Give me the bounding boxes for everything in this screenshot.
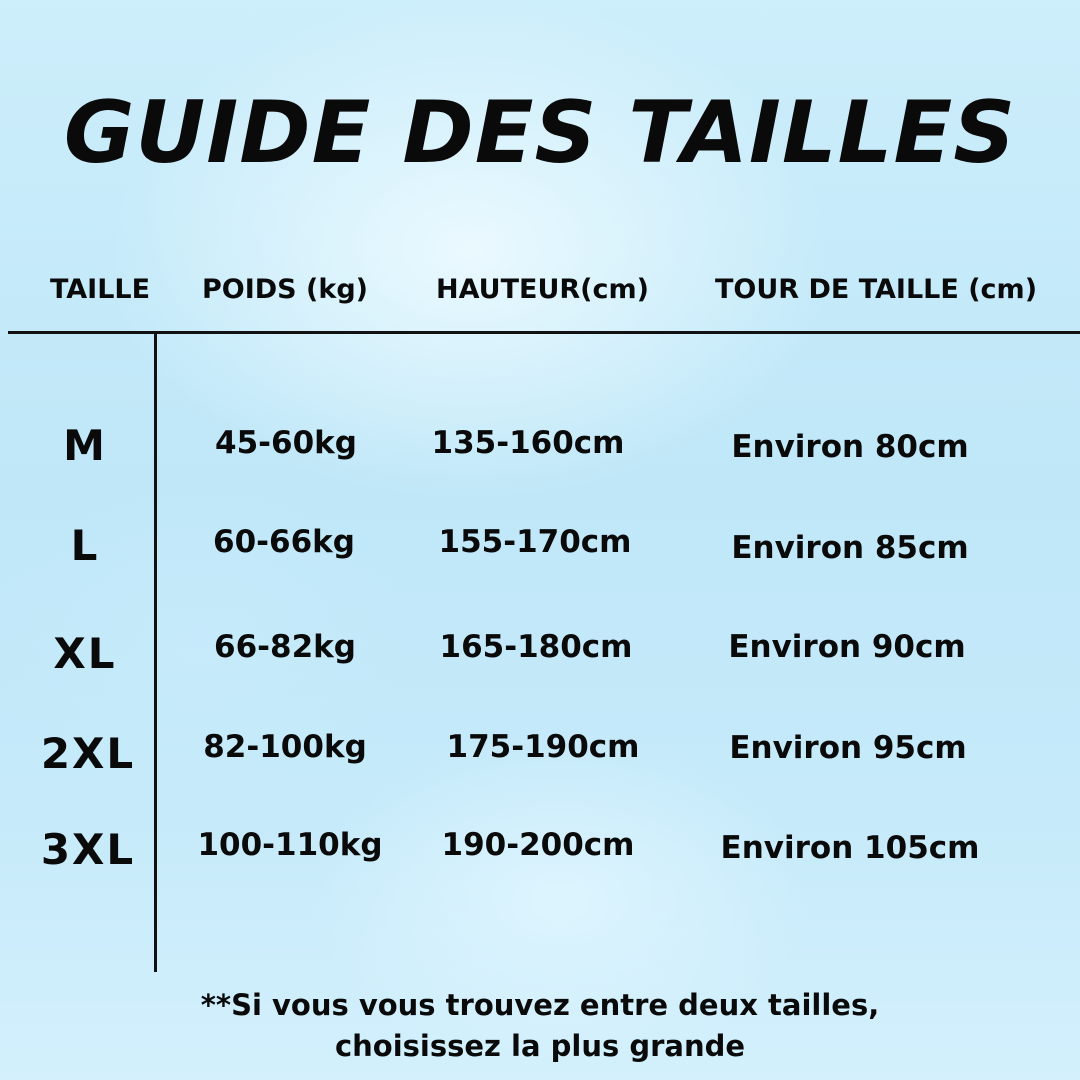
height-cell: 135-160cm — [431, 425, 625, 461]
header-hauteur: HAUTEUR(cm) — [436, 274, 649, 305]
weight-cell: 82-100kg — [203, 729, 367, 765]
waist-cell: Environ 105cm — [720, 830, 980, 866]
header-tour-de-taille: TOUR DE TAILLE (cm) — [714, 274, 1038, 305]
weight-cell: 60-66kg — [213, 524, 355, 560]
weight-cell: 100-110kg — [197, 827, 383, 863]
waist-cell: Environ 85cm — [731, 530, 969, 566]
page-title: GUIDE DES TAILLES — [63, 83, 1017, 183]
footnote-line-1: **Si vous vous trouvez entre deux tailles, — [200, 988, 880, 1022]
waist-cell: Environ 80cm — [731, 429, 969, 465]
size-cell: L — [70, 521, 100, 570]
height-cell: 165-180cm — [439, 629, 633, 665]
weight-cell: 66-82kg — [214, 629, 356, 665]
waist-cell: Environ 90cm — [728, 629, 966, 665]
header-taille: TAILLE — [49, 274, 151, 305]
column-divider — [154, 334, 157, 972]
size-cell: 3XL — [40, 825, 136, 874]
height-cell: 190-200cm — [441, 827, 635, 863]
size-cell: M — [63, 421, 107, 470]
size-cell: XL — [53, 629, 117, 678]
height-cell: 175-190cm — [446, 729, 640, 765]
header-poids: POIDS (kg) — [201, 274, 368, 305]
header-divider — [8, 331, 1080, 334]
footnote-line-2: choisissez la plus grande — [334, 1029, 746, 1063]
waist-cell: Environ 95cm — [729, 730, 967, 766]
height-cell: 155-170cm — [438, 524, 632, 560]
weight-cell: 45-60kg — [215, 425, 357, 461]
size-cell: 2XL — [40, 729, 136, 778]
